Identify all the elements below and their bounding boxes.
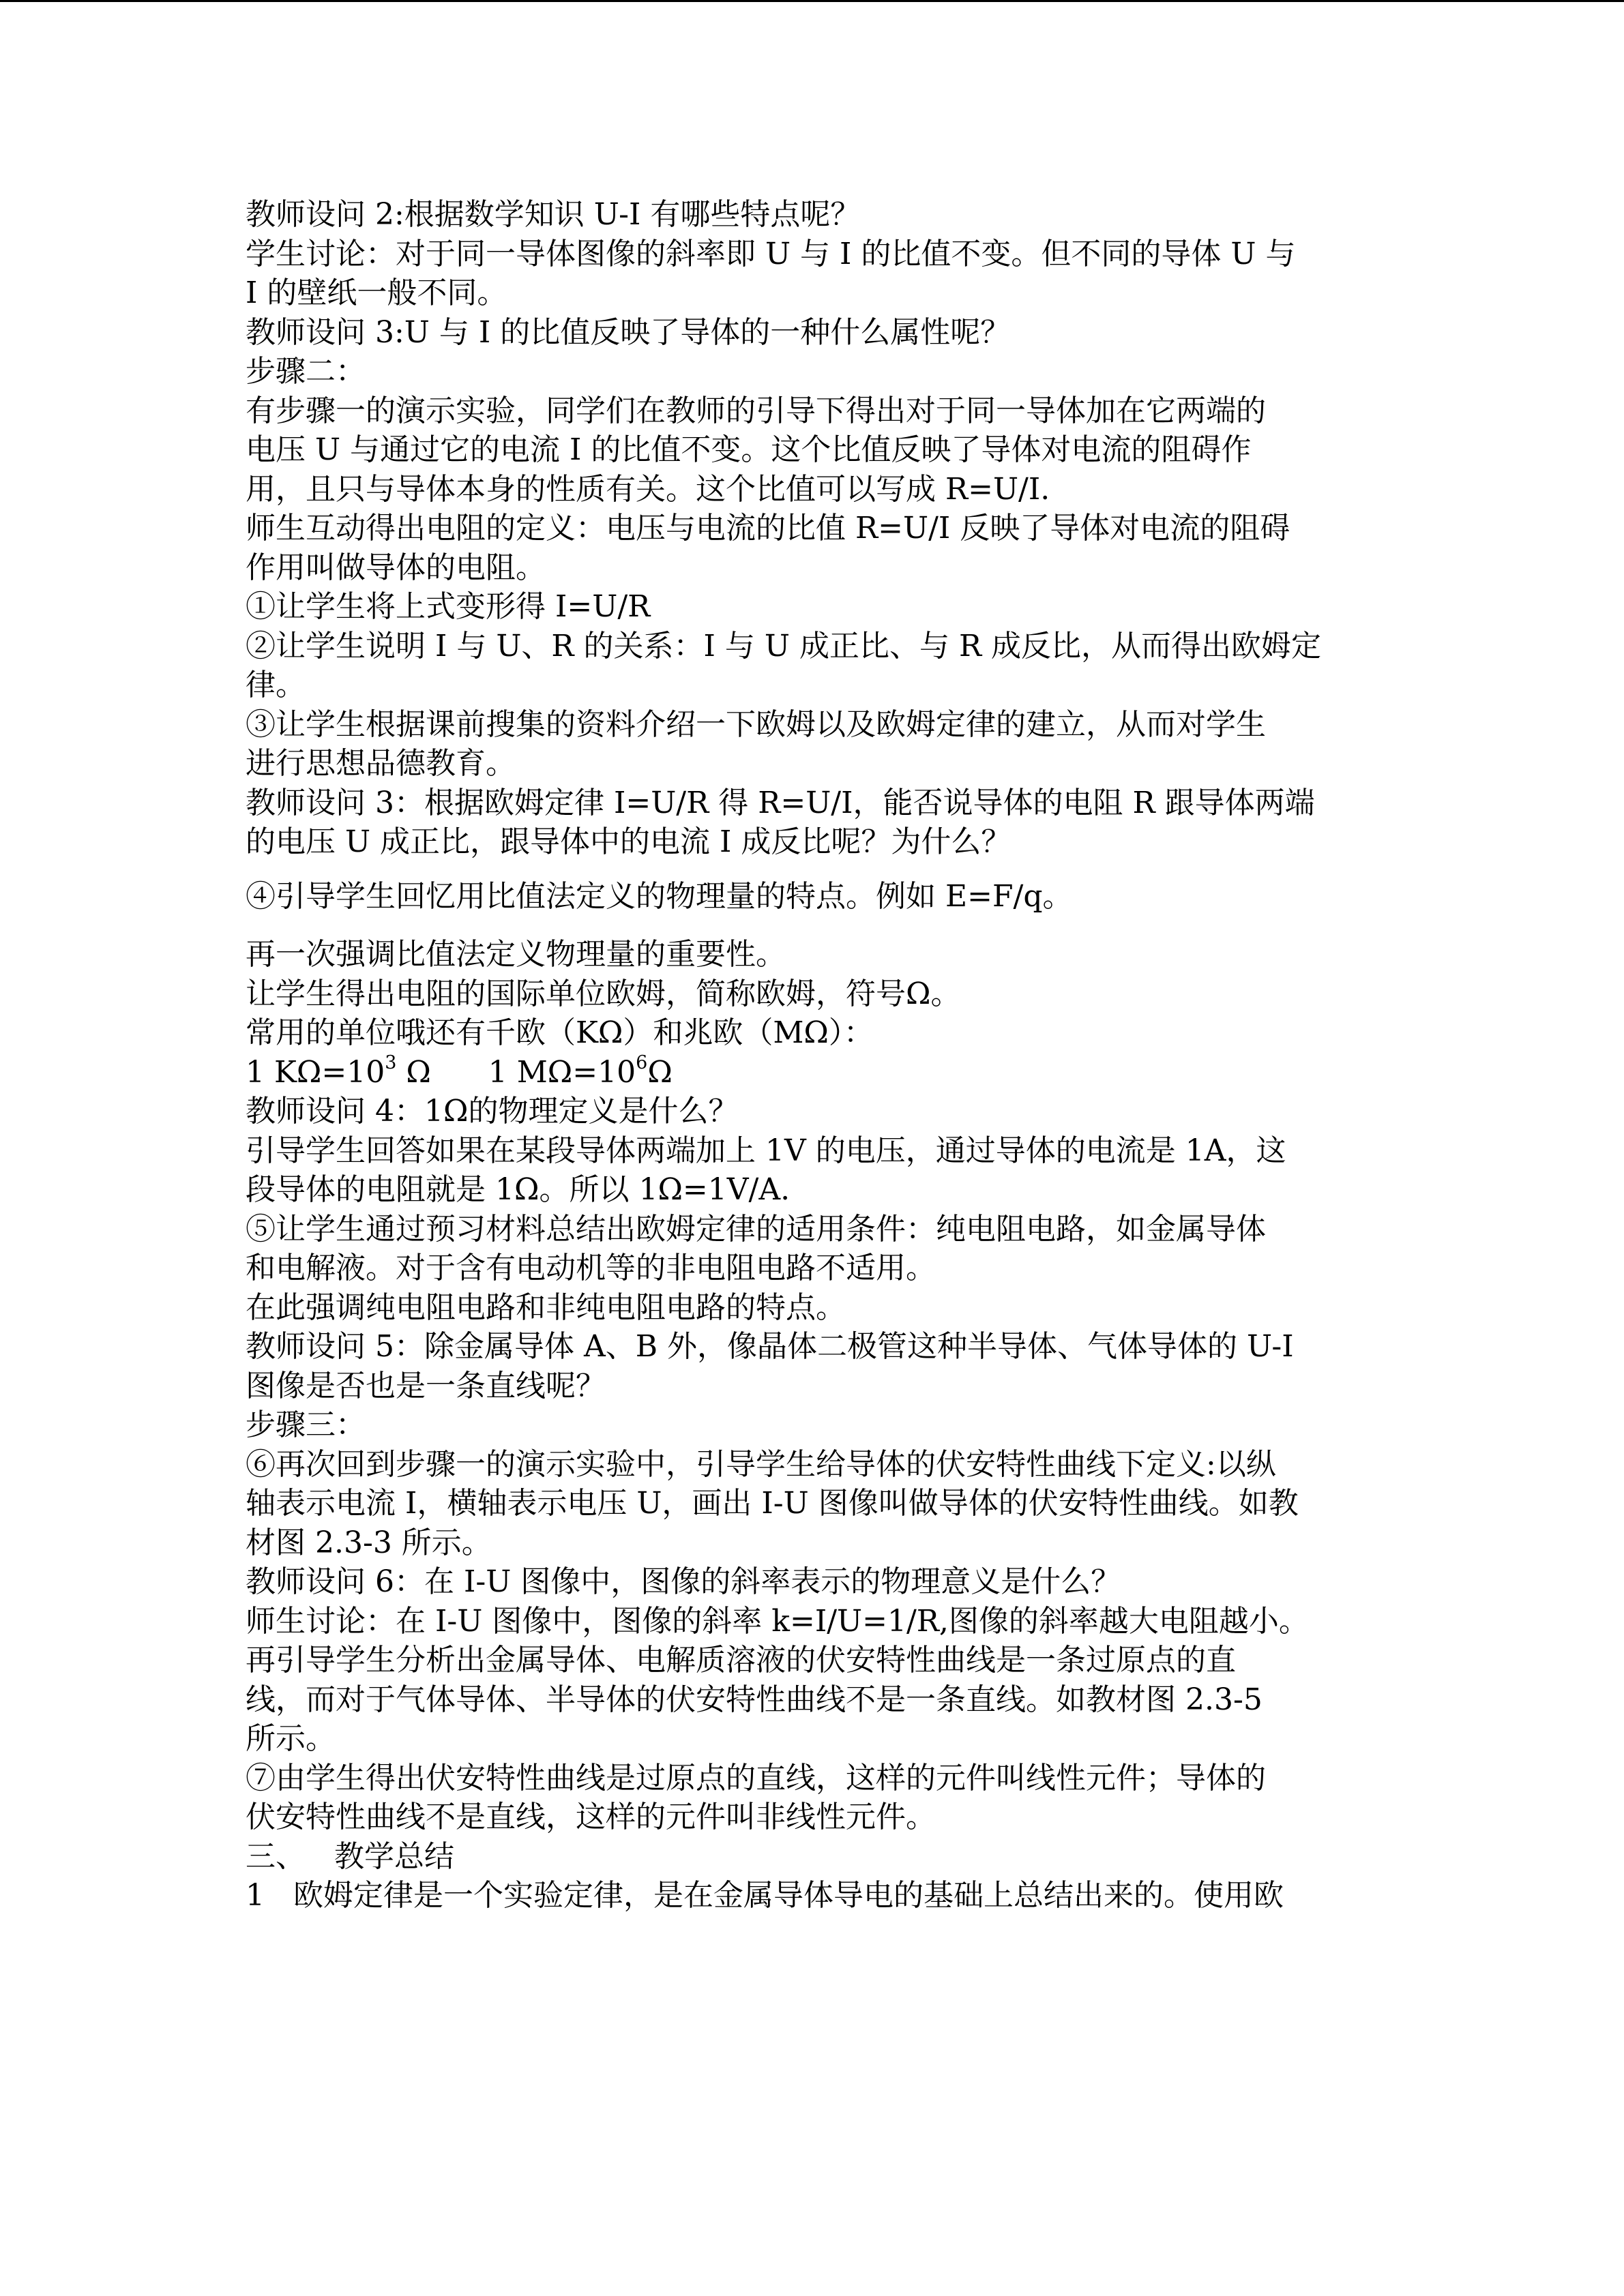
text-line: 再一次强调比值法定义物理量的重要性。: [246, 937, 786, 972]
text-line: ③让学生根据课前搜集的资料介绍一下欧姆以及欧姆定律的建立，从而对学生: [246, 706, 1266, 742]
text-line: ②让学生说明 I 与 U、R 的关系：I 与 U 成正比、与 R 成反比，从而得出欧姆定: [246, 628, 1322, 664]
text-line: 教师设问 3:U 与 I 的比值反映了导体的一种什么属性呢？: [246, 314, 1011, 350]
text-line: 伏安特性曲线不是直线，这样的元件叫非线性元件。: [246, 1800, 936, 1834]
text-line: 有步骤一的演示实验，同学们在教师的引导下得出对于同一导体加在它两端的: [246, 393, 1266, 428]
unit-conversion-line: [246, 1053, 1391, 1092]
text-line: ⑦由学生得出伏安特性曲线是过原点的直线，这样的元件叫线性元件；导体的: [246, 1760, 1266, 1795]
text-line: 常用的单位哦还有千欧（KΩ）和兆欧（MΩ）：: [246, 1015, 874, 1050]
text-line: 教师设问 3：根据欧姆定律 I=U/R 得 R=U/I，能否说导体的电阻 R 跟导体两端: [246, 785, 1315, 820]
unit-kilo-ohm: 1 KΩ=10: [246, 1054, 385, 1090]
unit-mega-ohm: Ω 1 MΩ=10: [396, 1054, 636, 1090]
exponent: 6: [636, 1052, 648, 1073]
text-line: 再引导学生分析出金属导体、电解质溶液的伏安特性曲线是一条过原点的直: [246, 1643, 1236, 1678]
text-line: ①让学生将上式变形得 I=U/R: [246, 589, 651, 624]
text-line: 电压 U 与通过它的电流 I 的比值不变。这个比值反映了导体对电流的阻碍作: [246, 432, 1252, 467]
text-line: 用，且只与导体本身的性质有关。这个比值可以写成 R=U/I.: [246, 471, 1050, 507]
section-heading: 步骤三：: [246, 1407, 366, 1442]
text-line: 的电压 U 成正比，跟导体中的电流 I 成反比呢？为什么？: [246, 824, 1012, 859]
text-line: 师生互动得出电阻的定义：电压与电流的比值 R=U/I 反映了导体对电流的阻碍: [246, 511, 1290, 546]
text-line: 材图 2.3-3 所示。: [246, 1525, 492, 1560]
text-line: 作用叫做导体的电阻。: [246, 550, 546, 585]
text-line: 图像是否也是一条直线呢？: [246, 1368, 606, 1403]
section-heading: 步骤二：: [246, 354, 366, 389]
text-line: 学生讨论：对于同一导体图像的斜率即 U 与 I 的比值不变。但不同的导体 U 与: [246, 236, 1296, 271]
text-line: ⑥再次回到步骤一的演示实验中，引导学生给导体的伏安特性曲线下定义:以纵: [246, 1446, 1276, 1482]
text-line: 和电解液。对于含有电动机等的非电阻电路不适用。: [246, 1251, 936, 1285]
exponent: 3: [385, 1052, 397, 1073]
document-body: [246, 195, 1391, 1915]
text-line: 师生讨论：在 I-U 图像中，图像的斜率 k=I/U=1/R,图像的斜率越大电阻越小。: [246, 1603, 1309, 1639]
text-line: 所示。: [246, 1721, 336, 1756]
text-line: 律。: [246, 668, 306, 702]
paragraph-gap: [246, 916, 1391, 935]
text-line: I 的壁纸一般不同。: [246, 275, 507, 310]
text-line: 教师设问 6：在 I-U 图像中，图像的斜率表示的物理意义是什么？: [246, 1564, 1121, 1599]
text-line: 教师设问 2:根据数学知识 U-I 有哪些特点呢？: [246, 197, 861, 232]
text-line: ④引导学生回忆用比值法定义的物理量的特点。例如 E=F/q。: [246, 878, 1073, 914]
text-line: 线，而对于气体导体、半导体的伏安特性曲线不是一条直线。如教材图 2.3-5: [246, 1682, 1263, 1717]
text-line: 进行思想品德教育。: [246, 746, 516, 781]
section-heading: 三、 教学总结: [246, 1838, 454, 1874]
text-line: 教师设问 4：1Ω的物理定义是什么？: [246, 1094, 739, 1129]
text-line: 轴表示电流 I，横轴表示电压 U，画出 I-U 图像叫做导体的伏安特性曲线。如教: [246, 1486, 1299, 1521]
page-top-border: [0, 0, 1624, 2]
text-line: 在此强调纯电阻电路和非纯电阻电路的特点。: [246, 1289, 846, 1325]
text-line: 段导体的电阻就是 1Ω。所以 1Ω=1V/A.: [246, 1172, 791, 1207]
text-line: 教师设问 5：除金属导体 A、B 外，像晶体二极管这种半导体、气体导体的 U-I: [246, 1329, 1294, 1364]
unit-ohm-symbol: Ω: [647, 1054, 673, 1090]
text-line: 让学生得出电阻的国际单位欧姆，简称欧姆，符号Ω。: [246, 976, 961, 1011]
text-line: 引导学生回答如果在某段导体两端加上 1V 的电压，通过导体的电流是 1A，这: [246, 1133, 1286, 1168]
text-line: ⑤让学生通过预习材料总结出欧姆定律的适用条件：纯电阻电路，如金属导体: [246, 1211, 1266, 1247]
text-line: 1 欧姆定律是一个实验定律，是在金属导体导电的基础上总结出来的。使用欧: [246, 1878, 1284, 1913]
paragraph-gap: [246, 862, 1391, 877]
